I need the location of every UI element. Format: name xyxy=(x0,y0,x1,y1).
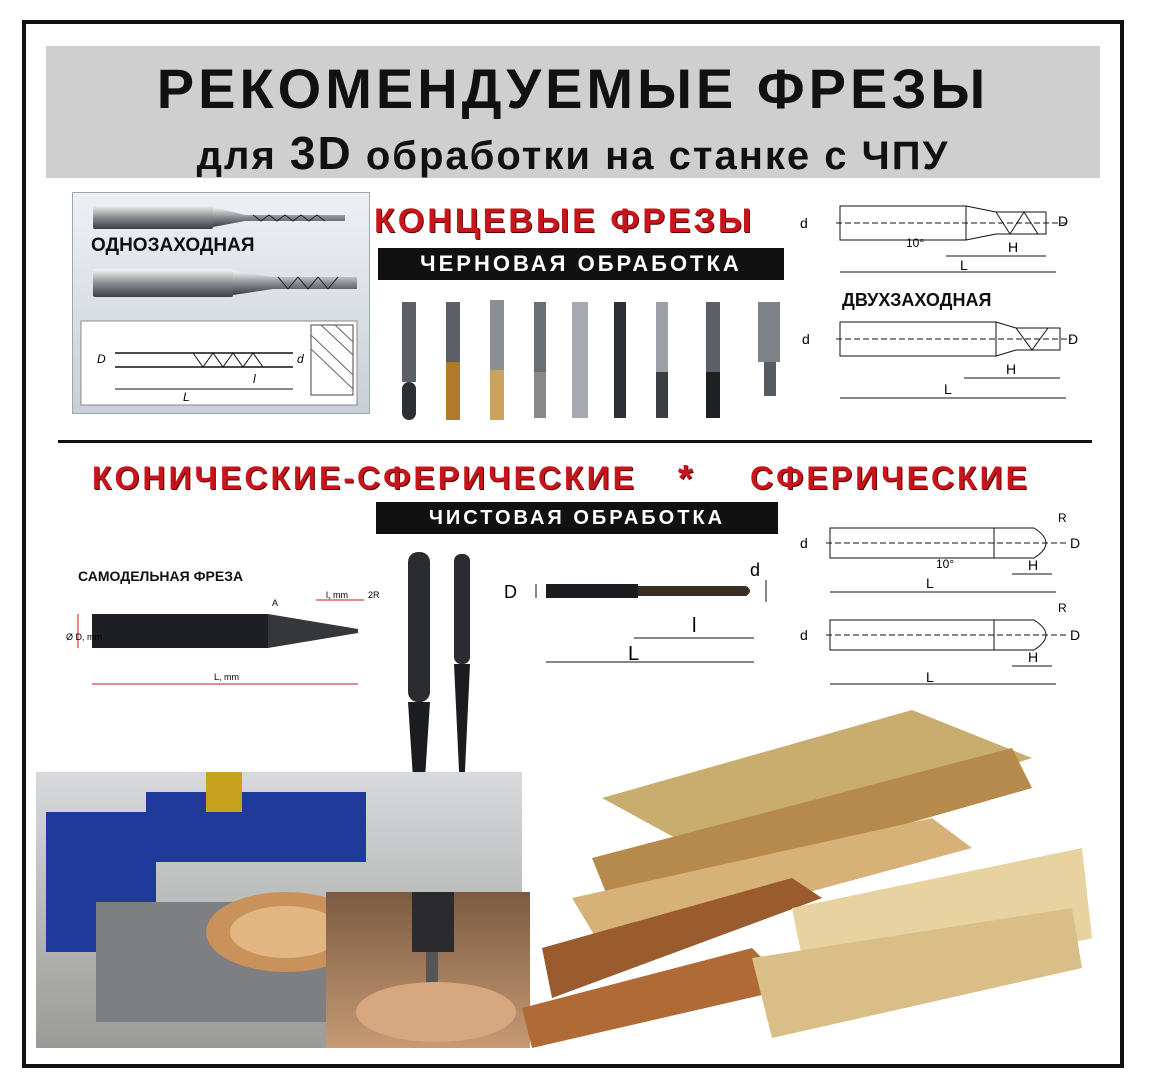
dim-top-D: D xyxy=(1058,213,1069,229)
dim-D: D xyxy=(97,352,106,366)
end-mill-8-icon xyxy=(706,302,720,418)
dim-homemade-2R: 2R xyxy=(368,590,380,600)
homemade-cutter-svg xyxy=(64,588,394,698)
subtitle-post: обработки на станке с ЧПУ xyxy=(365,134,950,178)
dim-top-L: L xyxy=(960,257,968,273)
end-mill-5-icon xyxy=(572,302,588,418)
dim-homemade-L: L, mm xyxy=(214,672,240,682)
spherical-drawings xyxy=(796,508,1096,698)
single-flute-panel xyxy=(72,192,370,414)
end-mills-title: КОНЦЕВЫЕ ФРЕЗЫ xyxy=(374,202,755,240)
single-flute-illustration xyxy=(73,193,369,413)
dim-sph1-R: R xyxy=(1058,511,1067,525)
dim-sph1-D: D xyxy=(1070,535,1081,551)
dim-homemade-D: Ø D, mm xyxy=(66,632,102,642)
homemade-label: САМОДЕЛЬНАЯ ФРЕЗА xyxy=(78,568,244,584)
carving-photo xyxy=(326,892,530,1048)
header-banner xyxy=(46,46,1100,178)
dim-top-angle: 10° xyxy=(906,236,925,250)
title-separator: * xyxy=(678,458,696,500)
dim-double-H: H xyxy=(1006,361,1017,377)
end-mill-drawings xyxy=(796,192,1096,442)
dim-l: l xyxy=(253,372,256,386)
dim-sph1-angle: 10° xyxy=(936,557,955,571)
dim-ball-d: d xyxy=(750,560,761,580)
dim-L: L xyxy=(183,390,190,404)
dim-double-L: L xyxy=(944,381,952,397)
wood-boards-photo xyxy=(512,708,1102,1052)
dim-sph2-L: L xyxy=(926,669,934,685)
section-divider xyxy=(58,440,1092,443)
dim-ball-D: D xyxy=(504,582,517,602)
dim-double-d: d xyxy=(802,331,810,347)
end-mill-photos xyxy=(392,296,792,426)
spherical-title: СФЕРИЧЕСКИЕ xyxy=(750,460,1030,496)
carving-illustration xyxy=(326,892,530,1048)
dim-homemade-l: l, mm xyxy=(326,590,348,600)
roughing-bar: ЧЕРНОВАЯ ОБРАБОТКА xyxy=(378,248,784,280)
dim-top-d: d xyxy=(800,215,808,231)
poster-subtitle xyxy=(46,126,1100,180)
dim-ball-l: l xyxy=(692,615,697,637)
end-mill-row xyxy=(392,296,792,426)
end-mill-9-icon xyxy=(758,302,780,396)
dim-sph2-d: d xyxy=(800,627,808,643)
ball-nose-svg xyxy=(496,552,786,672)
dim-d: d xyxy=(297,352,304,366)
dim-sph1-d: d xyxy=(800,535,808,551)
end-mill-3-icon xyxy=(490,300,504,420)
end-mill-7-icon xyxy=(656,302,668,418)
spherical-svg xyxy=(796,508,1096,698)
wood-boards-illustration xyxy=(512,708,1102,1052)
subtitle-3d: 3D xyxy=(289,127,353,179)
end-mill-2-icon xyxy=(446,302,460,420)
dim-sph2-H: H xyxy=(1028,649,1039,665)
subtitle-pre: для xyxy=(196,134,277,178)
poster-title: РЕКОМЕНДУЕМЫЕ ФРЕЗЫ xyxy=(156,57,990,120)
single-flute-label: ОДНОЗАХОДНАЯ xyxy=(91,235,255,256)
double-flute-label: ДВУХЗАХОДНАЯ xyxy=(842,290,992,310)
dim-ball-L: L xyxy=(628,643,640,665)
dim-homemade-A: A xyxy=(272,598,279,608)
ball-nose-drawing xyxy=(496,552,786,672)
conical-spherical-title: КОНИЧЕСКИЕ-СФЕРИЧЕСКИЕ xyxy=(92,460,637,496)
end-mill-4-icon xyxy=(534,302,546,418)
dim-double-D: D xyxy=(1068,331,1079,347)
dim-sph2-D: D xyxy=(1070,627,1081,643)
end-mill-drawing-svg xyxy=(796,192,1096,442)
end-mill-6-icon xyxy=(614,302,626,418)
dim-top-H: H xyxy=(1008,239,1019,255)
dim-sph1-H: H xyxy=(1028,557,1039,573)
dim-sph2-R: R xyxy=(1058,601,1067,615)
end-mill-1-icon xyxy=(402,302,416,420)
dim-sph1-L: L xyxy=(926,575,934,591)
finishing-bar: ЧИСТОВАЯ ОБРАБОТКА xyxy=(376,502,778,534)
homemade-drawing xyxy=(64,588,394,698)
